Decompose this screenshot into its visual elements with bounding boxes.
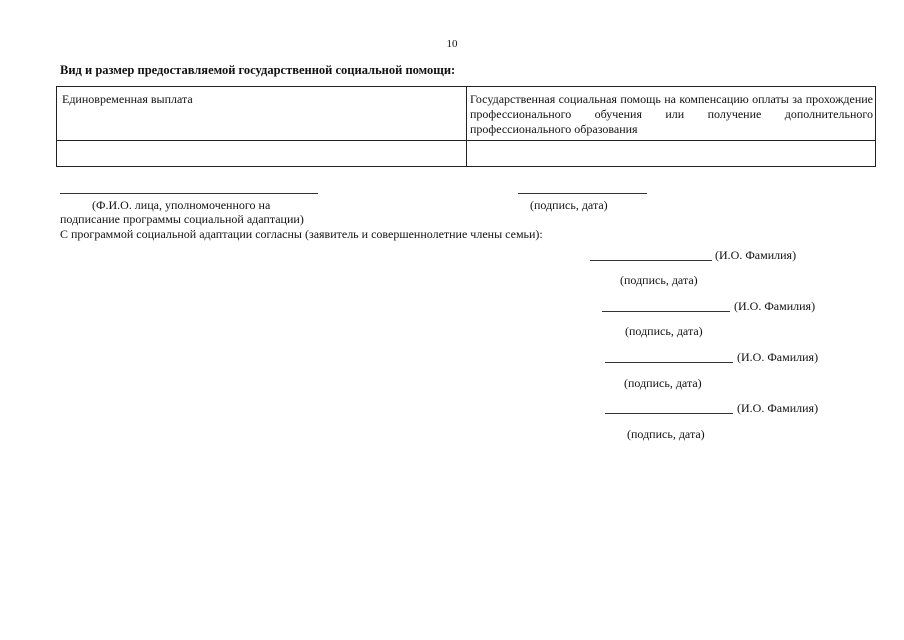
- signatory-3-signature-caption: (подпись, дата): [624, 376, 702, 390]
- signatory-1-line: [590, 260, 712, 261]
- signatory-4-line: [605, 413, 733, 414]
- table-cell-payment-type: Единовременная выплата: [62, 92, 193, 106]
- authorized-name-caption-cont: подписание программы социальной адаптации): [60, 212, 304, 226]
- signatory-4-signature-caption: (подпись, дата): [627, 427, 705, 441]
- authorized-signature-caption: (подпись, дата): [530, 198, 608, 212]
- agreement-text: С программой социальной адаптации согласны (заявитель и совершеннолетние члены семьи):: [60, 227, 543, 241]
- signatory-2-signature-caption: (подпись, дата): [625, 324, 703, 338]
- authorized-name-line: [60, 193, 318, 194]
- authorized-signature-line: [518, 193, 647, 194]
- table-column-divider: [466, 87, 467, 166]
- signatory-2-line: [602, 311, 730, 312]
- signatory-1-signature-caption: (подпись, дата): [620, 273, 698, 287]
- signatory-3-line: [605, 362, 733, 363]
- section-heading: Вид и размер предоставляемой государственной социальной помощи:: [60, 63, 456, 77]
- assistance-table: [56, 86, 876, 167]
- signatory-3-name-caption: (И.О. Фамилия): [737, 350, 819, 364]
- page-number: 10: [446, 38, 458, 50]
- signatory-4-name-caption: (И.О. Фамилия): [737, 401, 819, 415]
- table-cell-assistance-description: Государственная социальная помощь на компенсацию оплаты за прохождение профессионального обучения или получение дополнительного профессионального образования: [470, 92, 873, 136]
- signatory-2-name-caption: (И.О. Фамилия): [734, 299, 816, 313]
- table-row-divider: [57, 140, 875, 141]
- signatory-1-name-caption: (И.О. Фамилия): [715, 248, 797, 262]
- authorized-name-caption: (Ф.И.О. лица, уполномоченного на: [92, 198, 271, 212]
